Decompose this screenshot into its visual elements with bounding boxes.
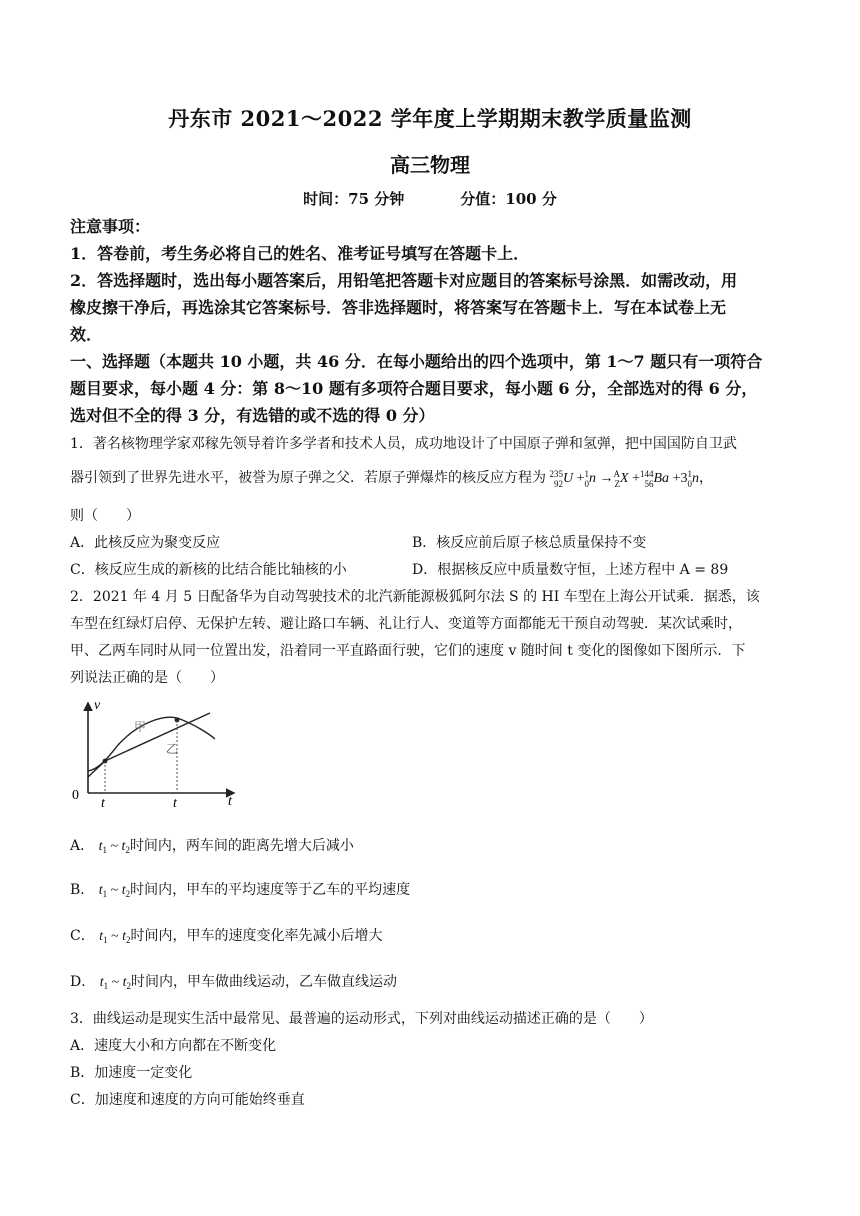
label-jia: 甲 xyxy=(134,720,147,734)
velocity-time-graph xyxy=(70,697,240,807)
q2-option-b: B． $t_1$ ~ $t_2$时间内，甲车的平均速度等于乙车的平均速度 xyxy=(70,882,411,899)
q1-line-1: 1．著名核物理学家邓稼先领导着许多学者和技术人员，成功地设计了中国原子弹和氢弹，把中国国防自卫武 xyxy=(70,436,737,452)
score-label: 分值：100 分 xyxy=(460,190,557,208)
q3-option-a: A．速度大小和方向都在不断变化 xyxy=(70,1038,277,1054)
q2-option-c: C． $t_1$ ~ $t_2$时间内，甲车的速度变化率先减小后增大 xyxy=(70,928,383,945)
section-1-line-3: 选对但不全的得 3 分，有选错的或不选的得 0 分） xyxy=(70,406,435,425)
label-yi: 乙 xyxy=(166,742,179,756)
exam-subject: 高三物理 xyxy=(390,153,470,177)
car-jia-curve xyxy=(88,717,215,771)
notice-item-1: 1．答卷前，考生务必将自己的姓名、准考证号填写在答题卡上． xyxy=(70,244,530,263)
q2-line-2: 车型在红绿灯启停、无保护左转、避让路口车辆、礼让行人、变道等方面都能无干预自动驾驶．某次试乘时， xyxy=(70,616,742,632)
q2-option-a: A． $t_1$ ~ $t_2$时间内，两车间的距离先增大后减小 xyxy=(70,838,354,855)
section-1-line-1: 一、选择题（本题共 10 小题，共 46 分．在每小题给出的四个选项中，第 1～7 题只有一项符合 xyxy=(70,352,763,371)
q1-line-3: 则（ ） xyxy=(70,508,140,524)
q3-option-b: B．加速度一定变化 xyxy=(70,1065,193,1081)
q2-line-3: 甲、乙两车同时从同一位置出发，沿着同一平直路面行驶，它们的速度 v 随时间 t 变化的图像如下图所示．下 xyxy=(70,643,746,659)
axis-t-label: t xyxy=(228,794,232,807)
q2-line-1: 2．2021 年 4 月 5 日配备华为自动驾驶技术的北汽新能源极狐阿尔法 S 的 HI 车型在上海公开试乘．据悉，该 xyxy=(70,589,760,605)
q1-line-2-text: 器引领到了世界先进水平，被誉为原子弹之父．若原子弹爆炸的核反应方程为 xyxy=(70,470,546,486)
q1-option-a: A．此核反应为聚变反应 xyxy=(70,535,221,551)
q1-option-c: C．核反应生成的新核的比结合能比轴核的小 xyxy=(70,562,347,578)
time-label: 时间：75 分钟 xyxy=(303,190,405,208)
exam-meta xyxy=(0,188,860,209)
q2-option-d: D． $t_1$ ~ $t_2$时间内，甲车做曲线运动，乙车做直线运动 xyxy=(70,974,398,991)
q3-option-c: C．加速度和速度的方向可能始终垂直 xyxy=(70,1092,305,1108)
section-1-line-2: 题目要求，每小题 4 分：第 8～10 题有多项符合题目要求，每小题 6 分，全部选对的得 6 分， xyxy=(70,379,758,398)
q1-option-b: B．核反应前后原子核总质量保持不变 xyxy=(412,535,647,551)
q1-option-d: D．根据核反应中质量数守恒，上述方程中 A = 89 xyxy=(412,562,729,578)
t1-label: t xyxy=(101,796,105,807)
q1-equation: 235 92 U + 1 0 n → A Z X + 144 56 Ba +3 1 0 n， xyxy=(549,468,713,489)
exam-title: 丹东市 2021～2022 学年度上学期期末教学质量监测 xyxy=(168,106,692,131)
notice-heading: 注意事项： xyxy=(70,217,151,236)
notice-item-2-line-2: 橡皮擦干净后，再选涂其它答案标号．答非选择题时，将答案写在答题卡上．写在本试卷上无 xyxy=(70,298,727,317)
q2-line-4: 列说法正确的是（ ） xyxy=(70,670,224,686)
notice-item-2-line-1: 2．答选择题时，选出每小题答案后，用铅笔把答题卡对应题目的答案标号涂黑．如需改动，用 xyxy=(70,271,738,290)
q1-line-2 xyxy=(70,468,795,489)
axis-v-label: v xyxy=(94,698,101,713)
origin-label: 0 xyxy=(72,788,79,803)
t2-label: t xyxy=(173,796,177,807)
notice-item-2-line-3: 效． xyxy=(70,325,103,344)
q3-line-1: 3．曲线运动是现实生活中最常见、最普遍的运动形式，下列对曲线运动描述正确的是（ ） xyxy=(70,1011,653,1027)
